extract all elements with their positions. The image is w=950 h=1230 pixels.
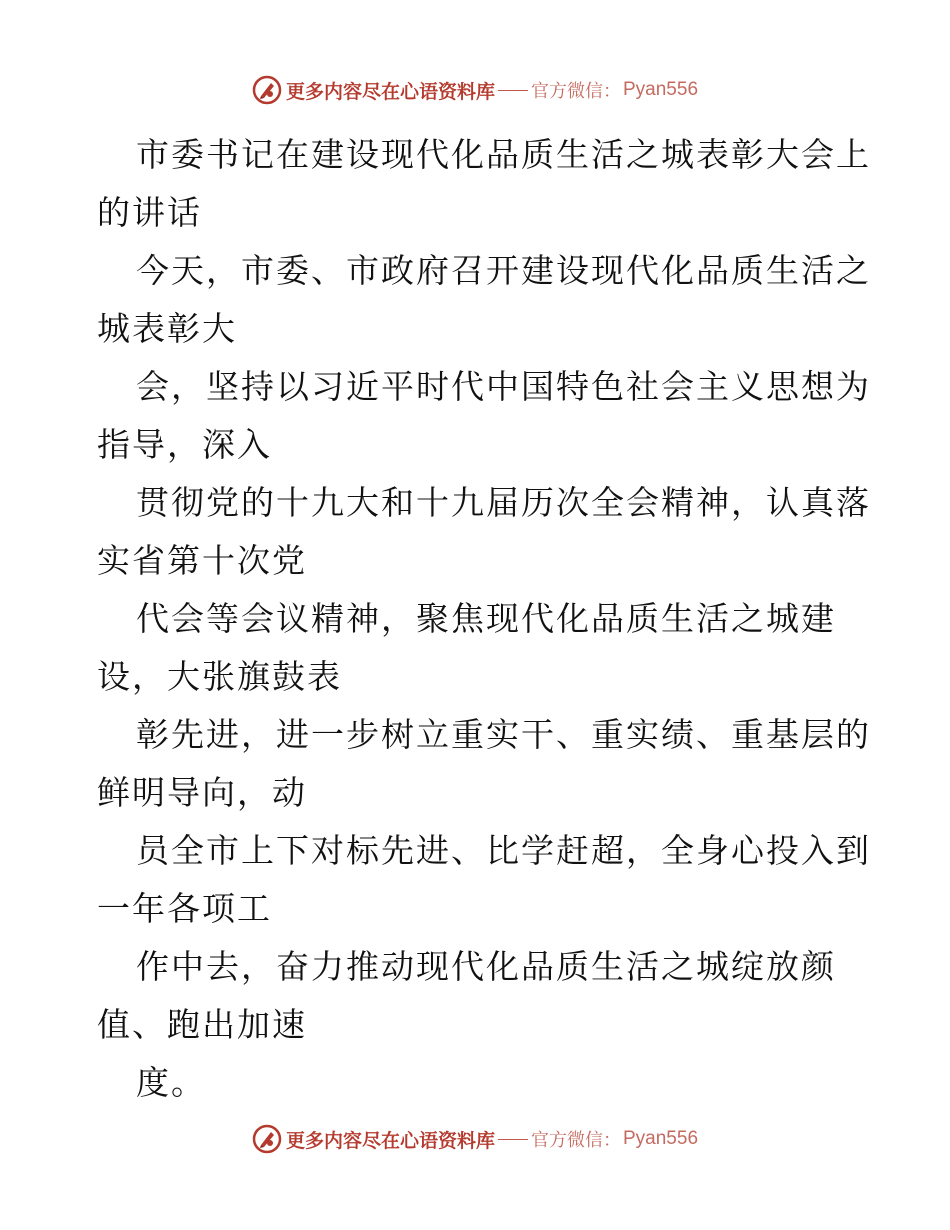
text-line: 设，大张旗鼓表 bbox=[97, 657, 342, 696]
banner-wechat-handle: Pyan556 bbox=[623, 1128, 699, 1149]
text-line: 城表彰大 bbox=[97, 309, 237, 348]
banner-wechat-label: 官方微信： bbox=[531, 81, 621, 102]
text-line: 指导，深入 bbox=[97, 425, 272, 464]
text-line: 市委书记在建设现代化品质生活之城表彰大会上 bbox=[136, 135, 871, 174]
text-line: 度。 bbox=[136, 1063, 206, 1102]
text-line: 作中去，奋力推动现代化品质生活之城绽放颜 bbox=[136, 947, 836, 986]
text-line: 贯彻党的十九大和十九届历次全会精神，认真落 bbox=[136, 483, 871, 522]
text-line: 鲜明导向，动 bbox=[97, 773, 307, 812]
document-body bbox=[97, 126, 871, 1112]
footer-banner bbox=[0, 1122, 950, 1156]
banner-title: 更多内容尽在心语资料库 bbox=[285, 1129, 495, 1152]
text-line: 值、跑出加速 bbox=[97, 1005, 307, 1044]
text-line: 会，坚持以习近平时代中国特色社会主义思想为 bbox=[136, 367, 871, 406]
banner-divider bbox=[498, 1139, 528, 1140]
pen-logo-icon bbox=[252, 75, 282, 105]
pen-logo-icon bbox=[252, 1124, 282, 1154]
text-line: 的讲话 bbox=[97, 193, 202, 232]
banner-divider bbox=[498, 90, 528, 91]
text-line: 彰先进，进一步树立重实干、重实绩、重基层的 bbox=[136, 715, 871, 754]
text-line: 员全市上下对标先进、比学赶超，全身心投入到 bbox=[136, 831, 871, 870]
text-line: 实省第十次党 bbox=[97, 541, 307, 580]
text-line: 代会等会议精神，聚焦现代化品质生活之城建 bbox=[136, 599, 836, 638]
banner-wechat-label: 官方微信： bbox=[531, 1130, 621, 1151]
banner-title: 更多内容尽在心语资料库 bbox=[285, 80, 495, 103]
text-line: 今天，市委、市政府召开建设现代化品质生活之 bbox=[136, 251, 871, 290]
banner-wechat-handle: Pyan556 bbox=[623, 79, 699, 100]
text-line: 一年各项工 bbox=[97, 889, 272, 928]
header-banner bbox=[0, 73, 950, 107]
